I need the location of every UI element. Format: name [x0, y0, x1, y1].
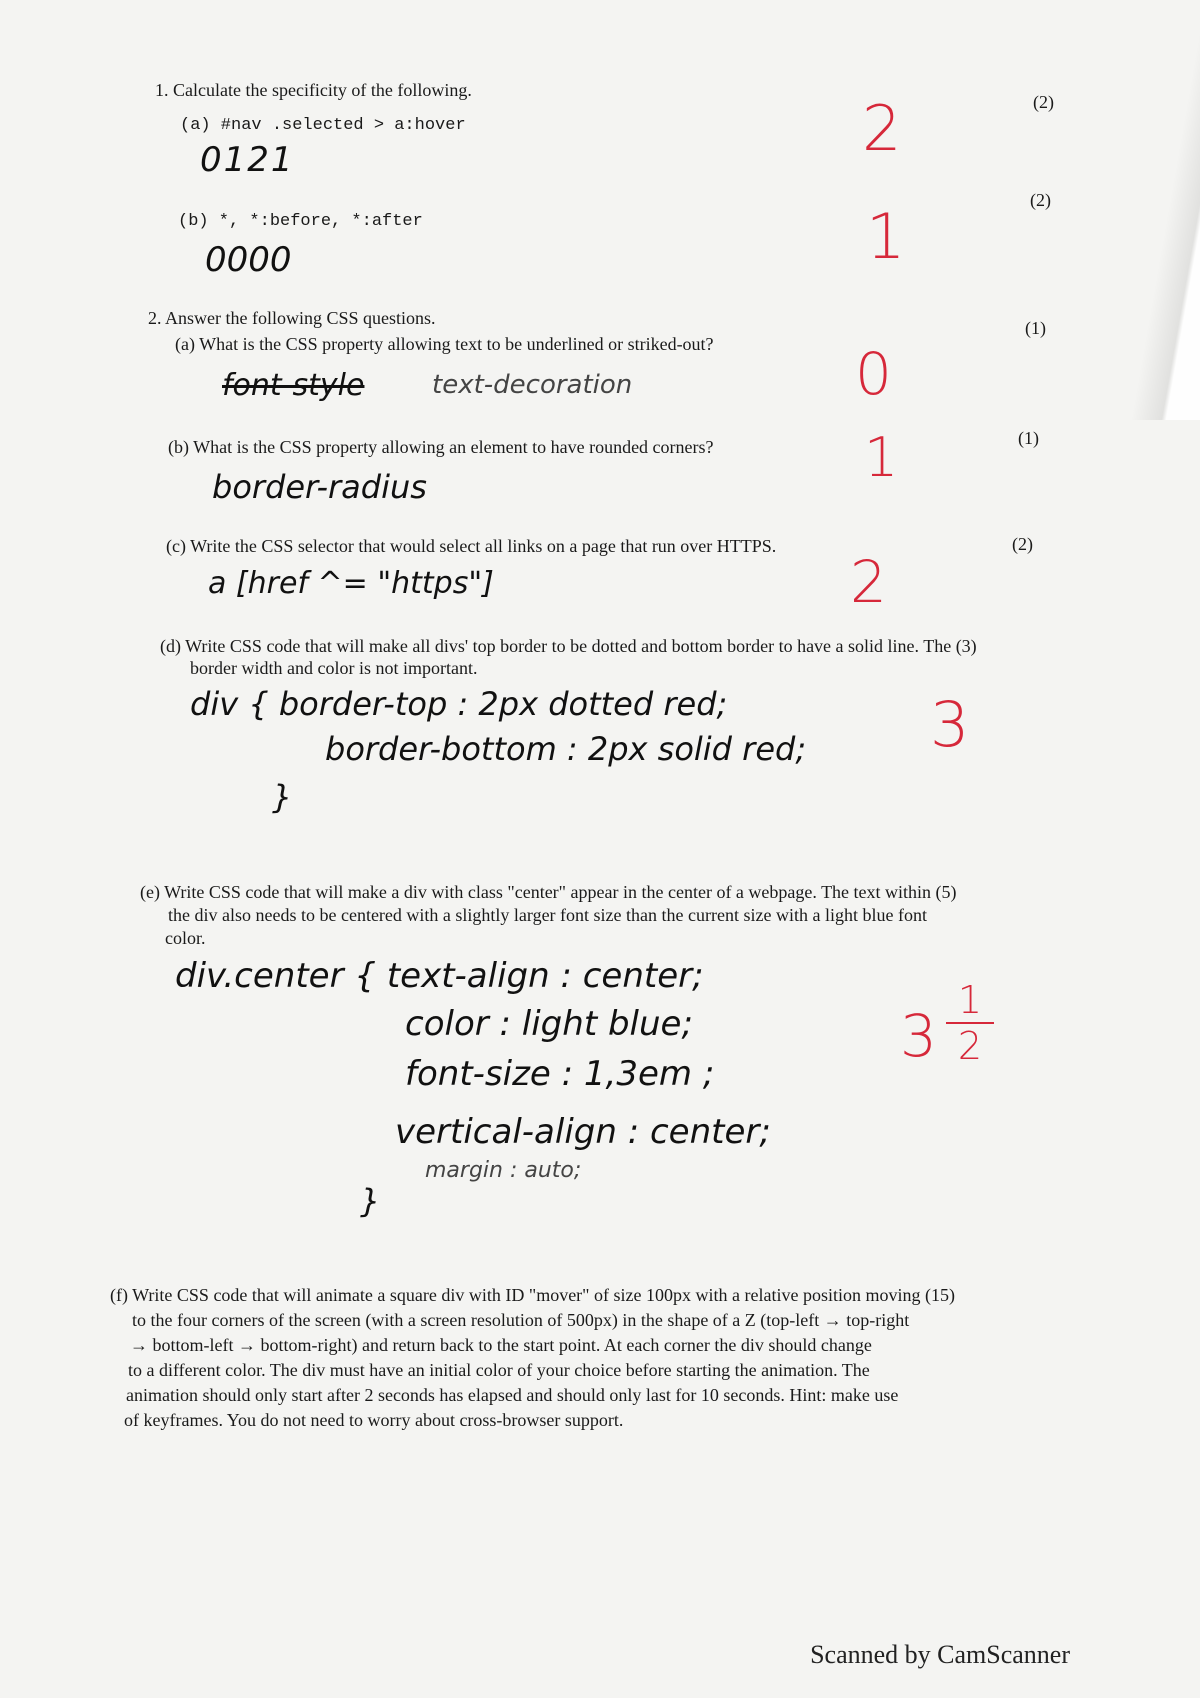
- q2e-answer-line3: font-size : 1,3em ;: [405, 1054, 715, 1094]
- q1a-grade: 2: [862, 92, 902, 165]
- q1b-points: (2): [1030, 190, 1051, 210]
- q2e-grade-denominator: 2: [957, 1024, 983, 1068]
- q2e-grade-whole: 3: [900, 1002, 937, 1070]
- q2d-answer-line1: div { border-top : 2px dotted red;: [190, 685, 728, 723]
- q2e-question-line1: (e) Write CSS code that will make a div with class "center" appear in the center of a webpage. The text within (5): [140, 882, 957, 902]
- q2b-answer: border-radius: [212, 468, 427, 506]
- q2f-line: to the four corners of the screen (with a screen resolution of 500px) in the shape of a Z (top-left → top-right: [132, 1310, 910, 1330]
- q2f-question: [110, 1283, 955, 1433]
- q2b-question: (b) What is the CSS property allowing an element to have rounded corners?: [168, 437, 714, 457]
- q2a-points: (1): [1025, 318, 1046, 338]
- q2a-answer: text-decoration: [432, 370, 633, 400]
- scanner-watermark: Scanned by CamScanner: [810, 1640, 1070, 1669]
- q2e-answer-line4: vertical-align : center;: [395, 1112, 771, 1152]
- q2e-grade-fraction: [940, 980, 1000, 1066]
- page-edge-shadow: [1120, 0, 1200, 420]
- q2d-grade: 3: [930, 688, 970, 761]
- q2d-answer-close: }: [272, 778, 293, 816]
- q2d-answer-line2: border-bottom : 2px solid red;: [325, 730, 807, 768]
- q1a-answer: 0121: [200, 140, 295, 180]
- q2c-grade: 2: [850, 548, 887, 616]
- q2a-grade: 0: [855, 340, 892, 408]
- q2d-question-line1: (d) Write CSS code that will make all divs' top border to be dotted and bottom border to have a solid line. The (3): [160, 636, 977, 656]
- q1b-answer: 0000: [205, 240, 292, 280]
- q2c-answer: a [href ^= "https"]: [208, 566, 494, 601]
- q2f-line: → bottom-left → bottom-right) and return back to the start point. At each corner the div should change: [130, 1335, 872, 1355]
- q1b-grade: 1: [866, 200, 906, 273]
- q2e-answer-close: }: [360, 1182, 381, 1220]
- q2d-question-line2: border width and color is not important.: [190, 658, 478, 678]
- q2e-grade-numerator: 1: [957, 978, 983, 1022]
- q1a-label: (a) #nav .selected > a:hover: [180, 116, 466, 135]
- q2b-points: (1): [1018, 428, 1039, 448]
- q2e-answer-line2: color : light blue;: [405, 1004, 693, 1044]
- q2-title: 2. Answer the following CSS questions.: [148, 308, 436, 328]
- q2e-question-line2: the div also needs to be centered with a slightly larger font size than the current size with a light blue font: [168, 905, 927, 925]
- q2f-line: of keyframes. You do not need to worry about cross-browser support.: [124, 1410, 624, 1430]
- q2e-question-line3: color.: [165, 928, 206, 948]
- q2e-answer-line1: div.center { text-align : center;: [175, 956, 704, 996]
- q2a-answer-crossed: font-style: [222, 368, 365, 403]
- q2f-line: to a different color. The div must have an initial color of your choice before starting the animation. The: [128, 1360, 870, 1380]
- q2c-points: (2): [1012, 534, 1033, 554]
- q2e-answer-line5: margin : auto;: [425, 1158, 582, 1183]
- q1-title: 1. Calculate the specificity of the following.: [155, 80, 472, 100]
- q1b-label: (b) *, *:before, *:after: [178, 212, 423, 231]
- q2f-line: animation should only start after 2 seconds has elapsed and should only last for 10 seconds. Hint: make use: [126, 1385, 899, 1405]
- q2c-question: (c) Write the CSS selector that would select all links on a page that run over HTTPS.: [166, 536, 777, 556]
- q2a-question: (a) What is the CSS property allowing text to be underlined or striked-out?: [175, 334, 714, 354]
- q2f-line: (f) Write CSS code that will animate a square div with ID "mover" of size 100px with a relative position moving (15): [110, 1285, 955, 1305]
- q1a-points: (2): [1033, 92, 1054, 112]
- q2b-grade: 1: [864, 426, 899, 489]
